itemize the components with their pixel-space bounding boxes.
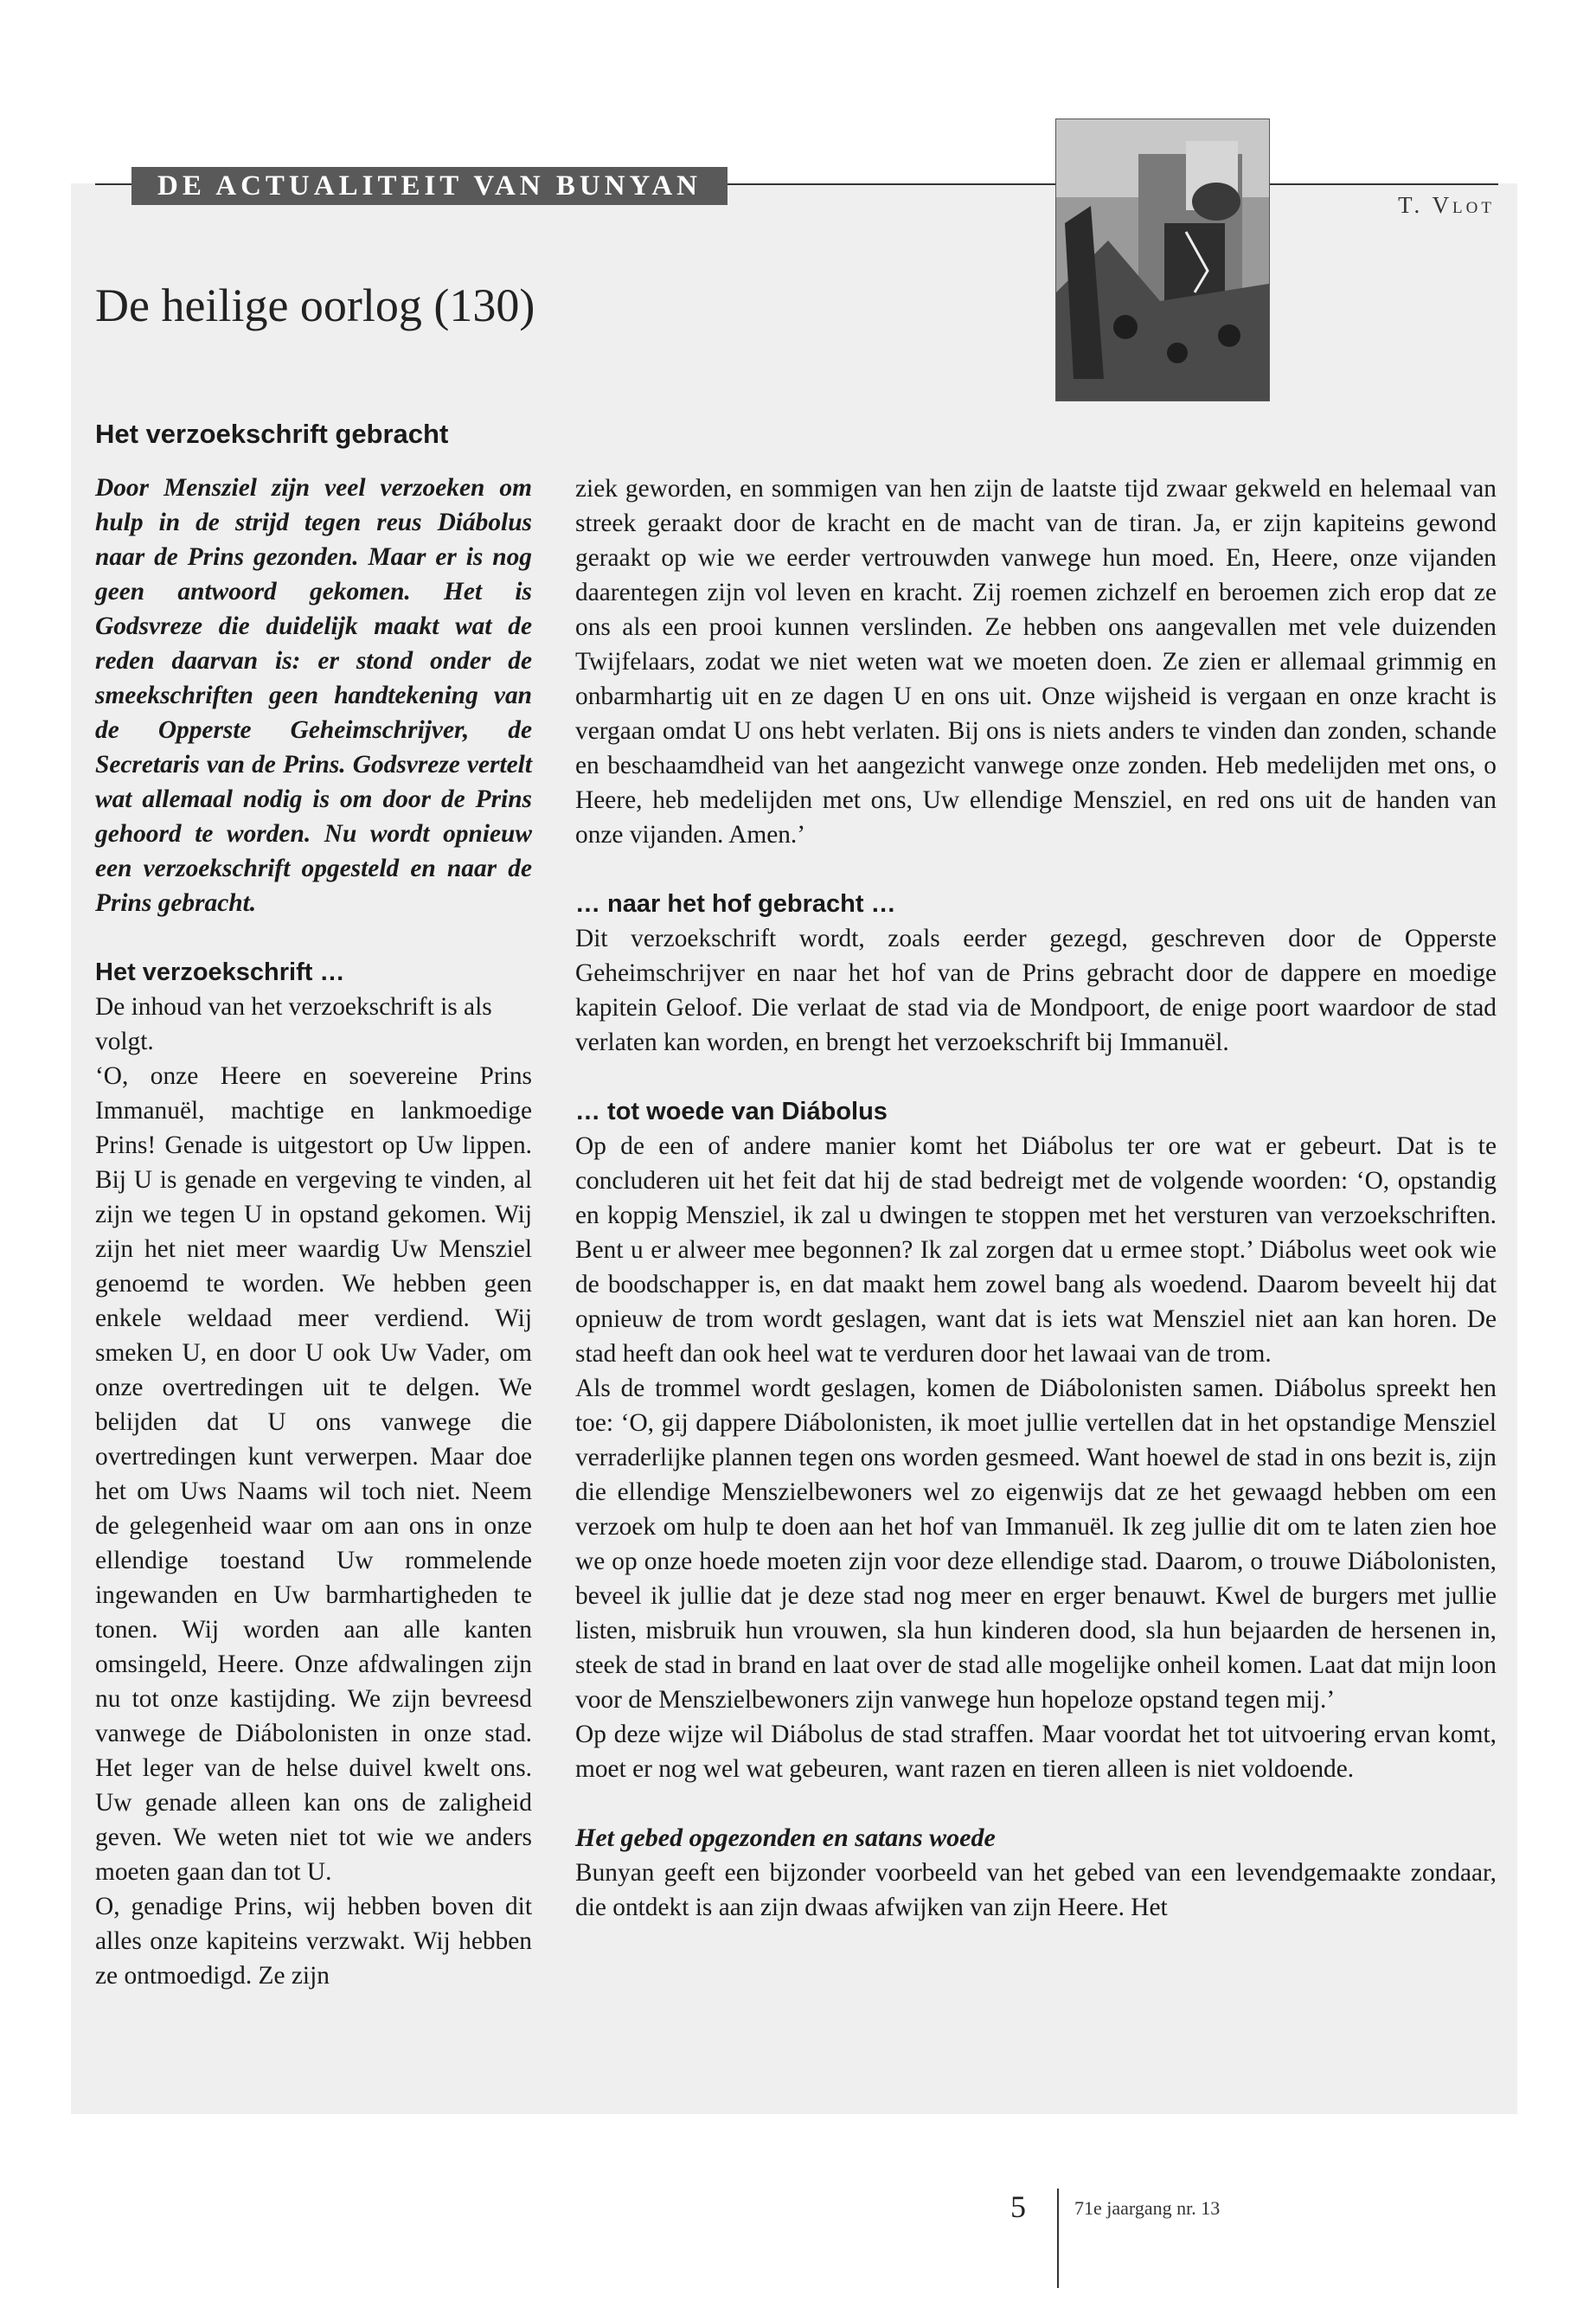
- issue-label: 71e jaargang nr. 13: [1074, 2197, 1221, 2219]
- subheading-gebed: Het gebed opgezonden en satans woede: [575, 1823, 996, 1852]
- subheading-woede: … tot woede van Diábolus: [575, 1098, 888, 1125]
- paragraph: De inhoud van het verzoekschrift is als volgt.: [95, 993, 492, 1055]
- main-subheading: Het verzoekschrift gebracht: [95, 419, 449, 449]
- paragraph: O, genadige Prins, wij hebben boven dit alles onze kapiteins verzwakt. Wij hebben ze ontmoedigd. Ze zijn: [95, 1893, 532, 1990]
- page-title: De heilige oorlog (130): [95, 279, 535, 331]
- illustration-siege-image: [1055, 119, 1270, 401]
- paragraph: Als de trommel wordt geslagen, komen de Diábolonisten samen. Diábolus spreekt hen toe: ‘O, gij dappere Diábolonisten, ik moet jullie vertellen dat in het opstandige Mensziel verraderlijke plannen tegen ons worden gesmeed. Want hoewel de stad in ons bezit is, zijn die ellendige Menszielbewoners wel zo eigenwijs dat ze het gewaagd hebben om een verzoek om hulp te doen aan het hof van Immanuël. Ik zeg jullie dit om te laten zien hoe we op onze hoede moeten zijn voor deze ellendige stad. Daarom, o trouwe Diábolonisten, beveel ik jullie dat je deze stad nog meer en erger benauwt. Kwel de burgers met jullie listen, misbruik hun vrouwen, sla hun kinderen dood, sla hun bejaarden de hersenen in, steek de stad in brand en laat over de stad alle mogelijke onheil komen. Laat dat mijn loon voor de Menszielbewoners zijn vanwege hun hopeloze opstand tegen mij.’: [575, 1375, 1497, 1714]
- paragraph: ‘O, onze Heere en soevereine Prins Immanuël, machtige en lankmoedige Prins! Genade is uitgestort op Uw lippen. Bij U is genade en vergeving te vinden, al zijn we tegen U in opstand gekomen. Wij zijn het niet meer waardig Uw Mensziel genoemd te worden. We hebben geen enkele weldaad meer verdiend. Wij smeken U, en door U ook Uw Vader, om onze overtredingen uit te delgen. We belijden dat U ons vanwege die overtredingen kunt verwerpen. Maar doe het om Uws Naams wil toch niet. Neem de gelegenheid waar om aan ons in onze ellendige toestand Uw rommelende ingewanden en Uw barmhartigheden te tonen. Wij worden aan alle kanten omsingeld, Heere. Onze afdwalingen zijn nu tot onze kastijding. We zijn bevreesd vanwege de Diábolonisten in onze stad. Het leger van de helse duivel kwelt ons. Uw genade alleen kan ons de zaligheid geven. We weten niet tot wie we anders moeten gaan dan tot U.: [95, 1062, 532, 1886]
- subheading-verzoekschrift: Het verzoekschrift …: [95, 958, 345, 986]
- author-name: T. Vlot: [1398, 192, 1495, 218]
- left-column: [95, 417, 532, 1993]
- page-number: 5: [1010, 2189, 1026, 2224]
- right-column: [575, 471, 1497, 1925]
- paragraph: Op de een of andere manier komt het Diábolus ter ore wat er gebeurt. Dat is te concluderen uit het feit dat hij de stad bedreigt met de volgende woorden: ‘O, opstandig en koppig Mensziel, ik zal u dwingen te stoppen met het versturen van verzoekschriften. Bent u er alweer mee begonnen? Ik zal zorgen dat u ermee stopt.’ Diábolus weet ook wie de boodschapper is, en dat maakt hem zowel bang als woedend. Daarom beveelt hij dat opnieuw de trom wordt geslagen, want dat is iets wat Mensziel niet aan kan horen. De stad heeft dan ook heel wat te verduren door het lawaai van de trom.: [575, 1132, 1497, 1368]
- paragraph: Op deze wijze wil Diábolus de stad straffen. Maar voordat het tot uitvoering ervan komt, moet er nog wel wat gebeuren, want razen en tieren alleen is niet voldoende.: [575, 1721, 1497, 1783]
- paragraph: ziek geworden, en sommigen van hen zijn de laatste tijd zwaar gekweld en helemaal van streek geraakt door de kracht en de macht van de tiran. Ja, er zijn kapiteins gewond geraakt op wie we eerder vertrouwden vanwege hun moed. En, Heere, onze vijanden daarentegen zijn vol leven en kracht. Zij roemen zichzelf en beroemen zich erop dat ze ons als een prooi kunnen verslinden. Ze hebben ons aangevallen met vele duizenden Twijfelaars, zodat we niet weten wat we moeten doen. Ze zien er allemaal grimmig en onbarmhartig uit en ze dagen U en ons uit. Onze wijsheid is vergaan en onze kracht is vergaan omdat U ons hebt verlaten. Bij ons is niets anders te vinden dan zonden, schande en beschaamdheid van het aangezicht vanwege onze zonden. Heb medelijden met ons, o Heere, heb medelijden met ons, Uw ellendige Mensziel, en red ons uit de handen van onze vijanden. Amen.’: [575, 475, 1497, 849]
- siege-engraving-icon: [1056, 119, 1269, 401]
- paragraph: Dit verzoekschrift wordt, zoals eerder gezegd, geschreven door de Opperste Geheimschrijver en naar het hof van de Prins gebracht door de dappere en moedige kapitein Geloof. Die verlaat de stad via de Mondpoort, de enige poort waardoor de stad verlaten kan worden, en brengt het verzoekschrift bij Immanuël.: [575, 925, 1497, 1056]
- section-label: DE ACTUALITEIT VAN BUNYAN: [131, 167, 727, 205]
- intro-paragraph: Door Mensziel zijn veel verzoeken om hulp in de strijd tegen reus Diábolus naar de Prins gezonden. Maar er is nog geen antwoord gekomen. Het is Godsvreze die duidelijk maakt wat de reden daarvan is: er stond onder de smeekschriften geen handtekening van de Opperste Geheimschrijver, de Secretaris van de Prins. Godsvreze vertelt wat allemaal nodig is om door de Prins gehoord te worden. Nu wordt opnieuw een verzoekschrift opgesteld en naar de Prins gebracht.: [95, 474, 532, 917]
- paragraph: Bunyan geeft een bijzonder voorbeeld van het gebed van een levendgemaakte zondaar, die ontdekt is aan zijn dwaas afwijken van zijn Heere. Het: [575, 1859, 1497, 1921]
- subheading-hof: … naar het hof gebracht …: [575, 890, 896, 918]
- footer-divider: [1057, 2189, 1059, 2288]
